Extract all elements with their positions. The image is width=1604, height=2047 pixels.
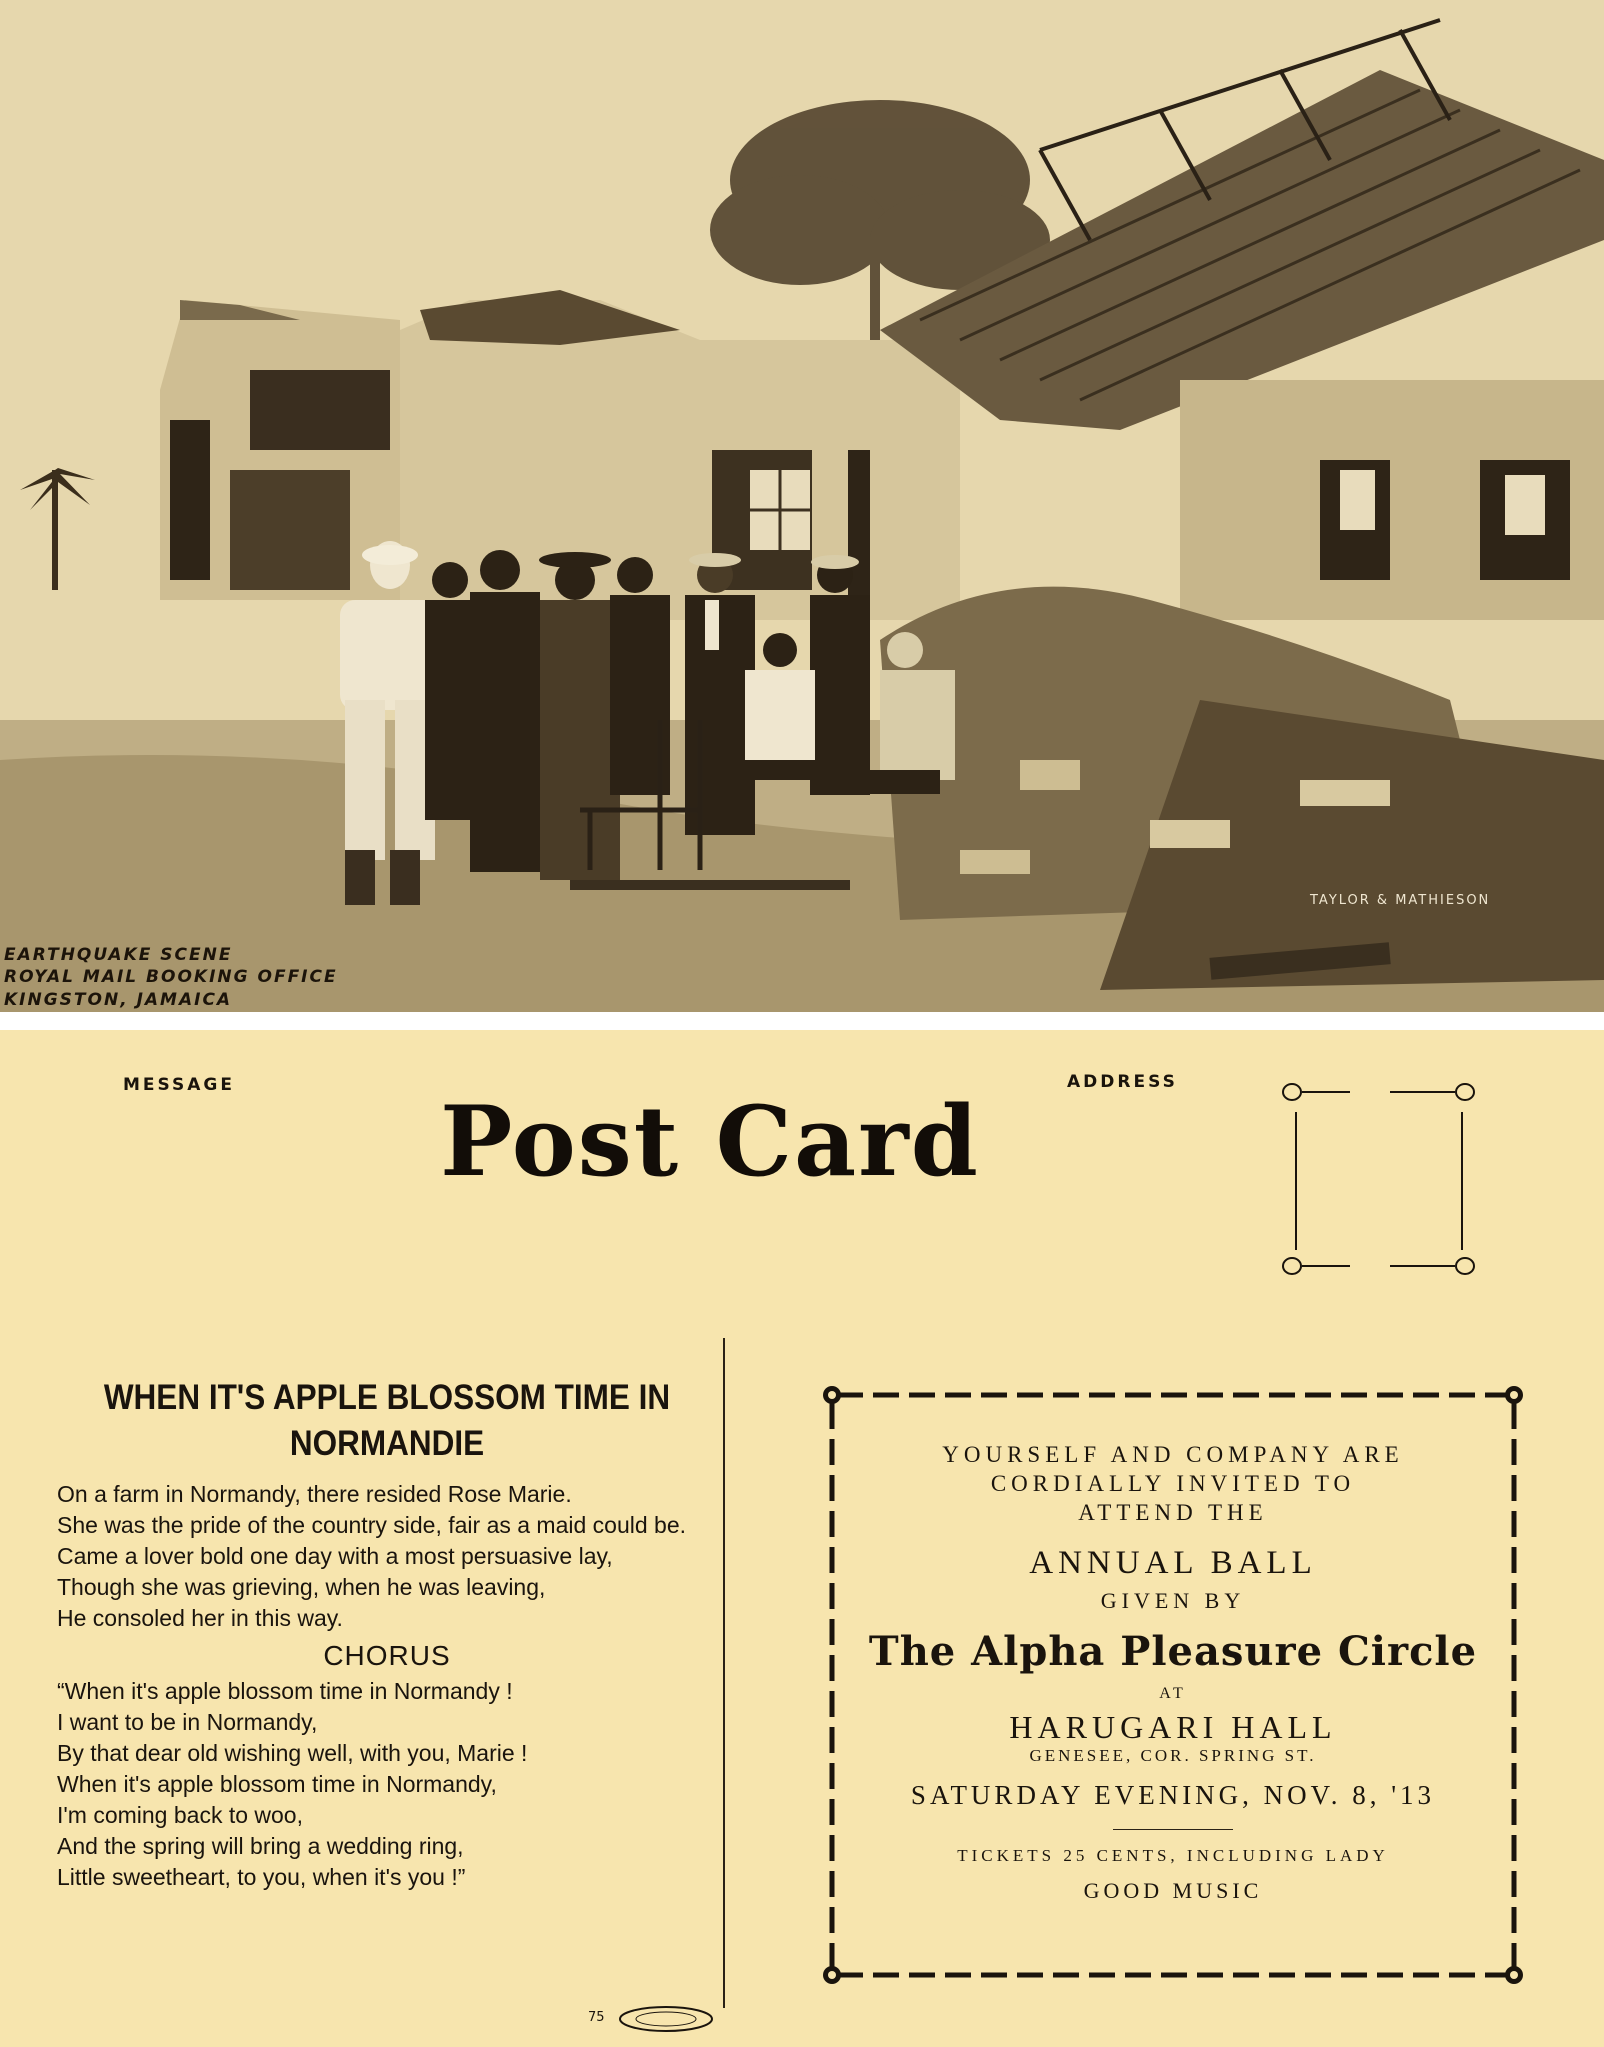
event-date: SATURDAY EVENING, NOV. 8, '13 — [910, 1780, 1436, 1810]
rule-divider — [1113, 1829, 1233, 1830]
verse-line-1: On a farm in Normandy, there resided Rose Marie. — [57, 1481, 572, 1507]
ball-invitation — [852, 1440, 1494, 1904]
chorus-line-5: I'm coming back to woo, — [57, 1802, 303, 1828]
ticket-price: TICKETS 25 CENTS, INCLUDING LADY — [957, 1846, 1389, 1865]
verse-line-4: Though she was grieving, when he was leaving, — [57, 1574, 546, 1600]
verse-line-5: He consoled her in this way. — [57, 1605, 343, 1631]
man-6 — [685, 553, 755, 835]
union-label-icon — [618, 2005, 714, 2033]
photo-caption-line-2: ROYAL MAIL BOOKING OFFICE — [4, 967, 338, 987]
postcard-front-photo — [0, 0, 1604, 1012]
photo-caption-line-1: EARTHQUAKE SCENE — [4, 945, 233, 965]
chorus-line-4: When it's apple blossom time in Normandy, — [57, 1771, 497, 1797]
verse-line-3: Came a lover bold one day with a most persuasive lay, — [57, 1543, 613, 1569]
chorus-line-7: Little sweetheart, to you, when it's you !” — [57, 1864, 466, 1890]
hall-name: HARUGARI HALL — [1009, 1709, 1337, 1745]
printer-number: 75 — [588, 2010, 605, 2025]
invitation-line-1: YOURSELF AND COMPANY ARE — [942, 1442, 1404, 1467]
invitation-line-2: CORDIALLY INVITED TO — [990, 1471, 1356, 1496]
song-lyrics — [57, 1375, 717, 1893]
at-label: AT — [1159, 1685, 1187, 1702]
chorus-line-6: And the spring will bring a wedding ring, — [57, 1833, 464, 1859]
invitation-line-3: ATTEND THE — [1078, 1500, 1268, 1525]
soldier — [539, 552, 620, 880]
chorus-line-1: “When it's apple blossom time in Normandy ! — [57, 1678, 513, 1704]
center-divider — [723, 1338, 725, 2008]
postcard-back — [0, 1030, 1604, 2047]
chorus-line-3: By that dear old wishing well, with you, Marie ! — [57, 1740, 528, 1766]
song-title: WHEN IT'S APPLE BLOSSOM TIME IN NORMANDIE — [103, 1378, 671, 1463]
verse-line-2: She was the pride of the country side, fair as a maid could be. — [57, 1512, 687, 1538]
given-by: GIVEN BY — [1100, 1588, 1246, 1613]
chorus-heading: CHORUS — [323, 1640, 451, 1671]
ruined-building-right — [1180, 380, 1604, 620]
event-name: ANNUAL BALL — [1029, 1545, 1317, 1581]
good-music: GOOD MUSIC — [1083, 1878, 1263, 1903]
address-label: ADDRESS — [1067, 1072, 1178, 1092]
post-card-title: Post Card — [440, 1085, 980, 1198]
hall-address: GENESEE, COR. SPRING ST. — [1029, 1746, 1317, 1765]
earthquake-ruins-photo — [0, 0, 1604, 1012]
chorus-line-2: I want to be in Normandy, — [57, 1709, 318, 1735]
club-name: The Alpha Pleasure Circle — [868, 1628, 1478, 1675]
message-label: MESSAGE — [123, 1075, 235, 1095]
man-3 — [470, 550, 540, 872]
stamp-placement-box — [1270, 1070, 1480, 1280]
photo-caption-line-3: KINGSTON, JAMAICA — [4, 990, 233, 1010]
photographer-credit: TAYLOR & MATHIESON — [1310, 893, 1491, 908]
